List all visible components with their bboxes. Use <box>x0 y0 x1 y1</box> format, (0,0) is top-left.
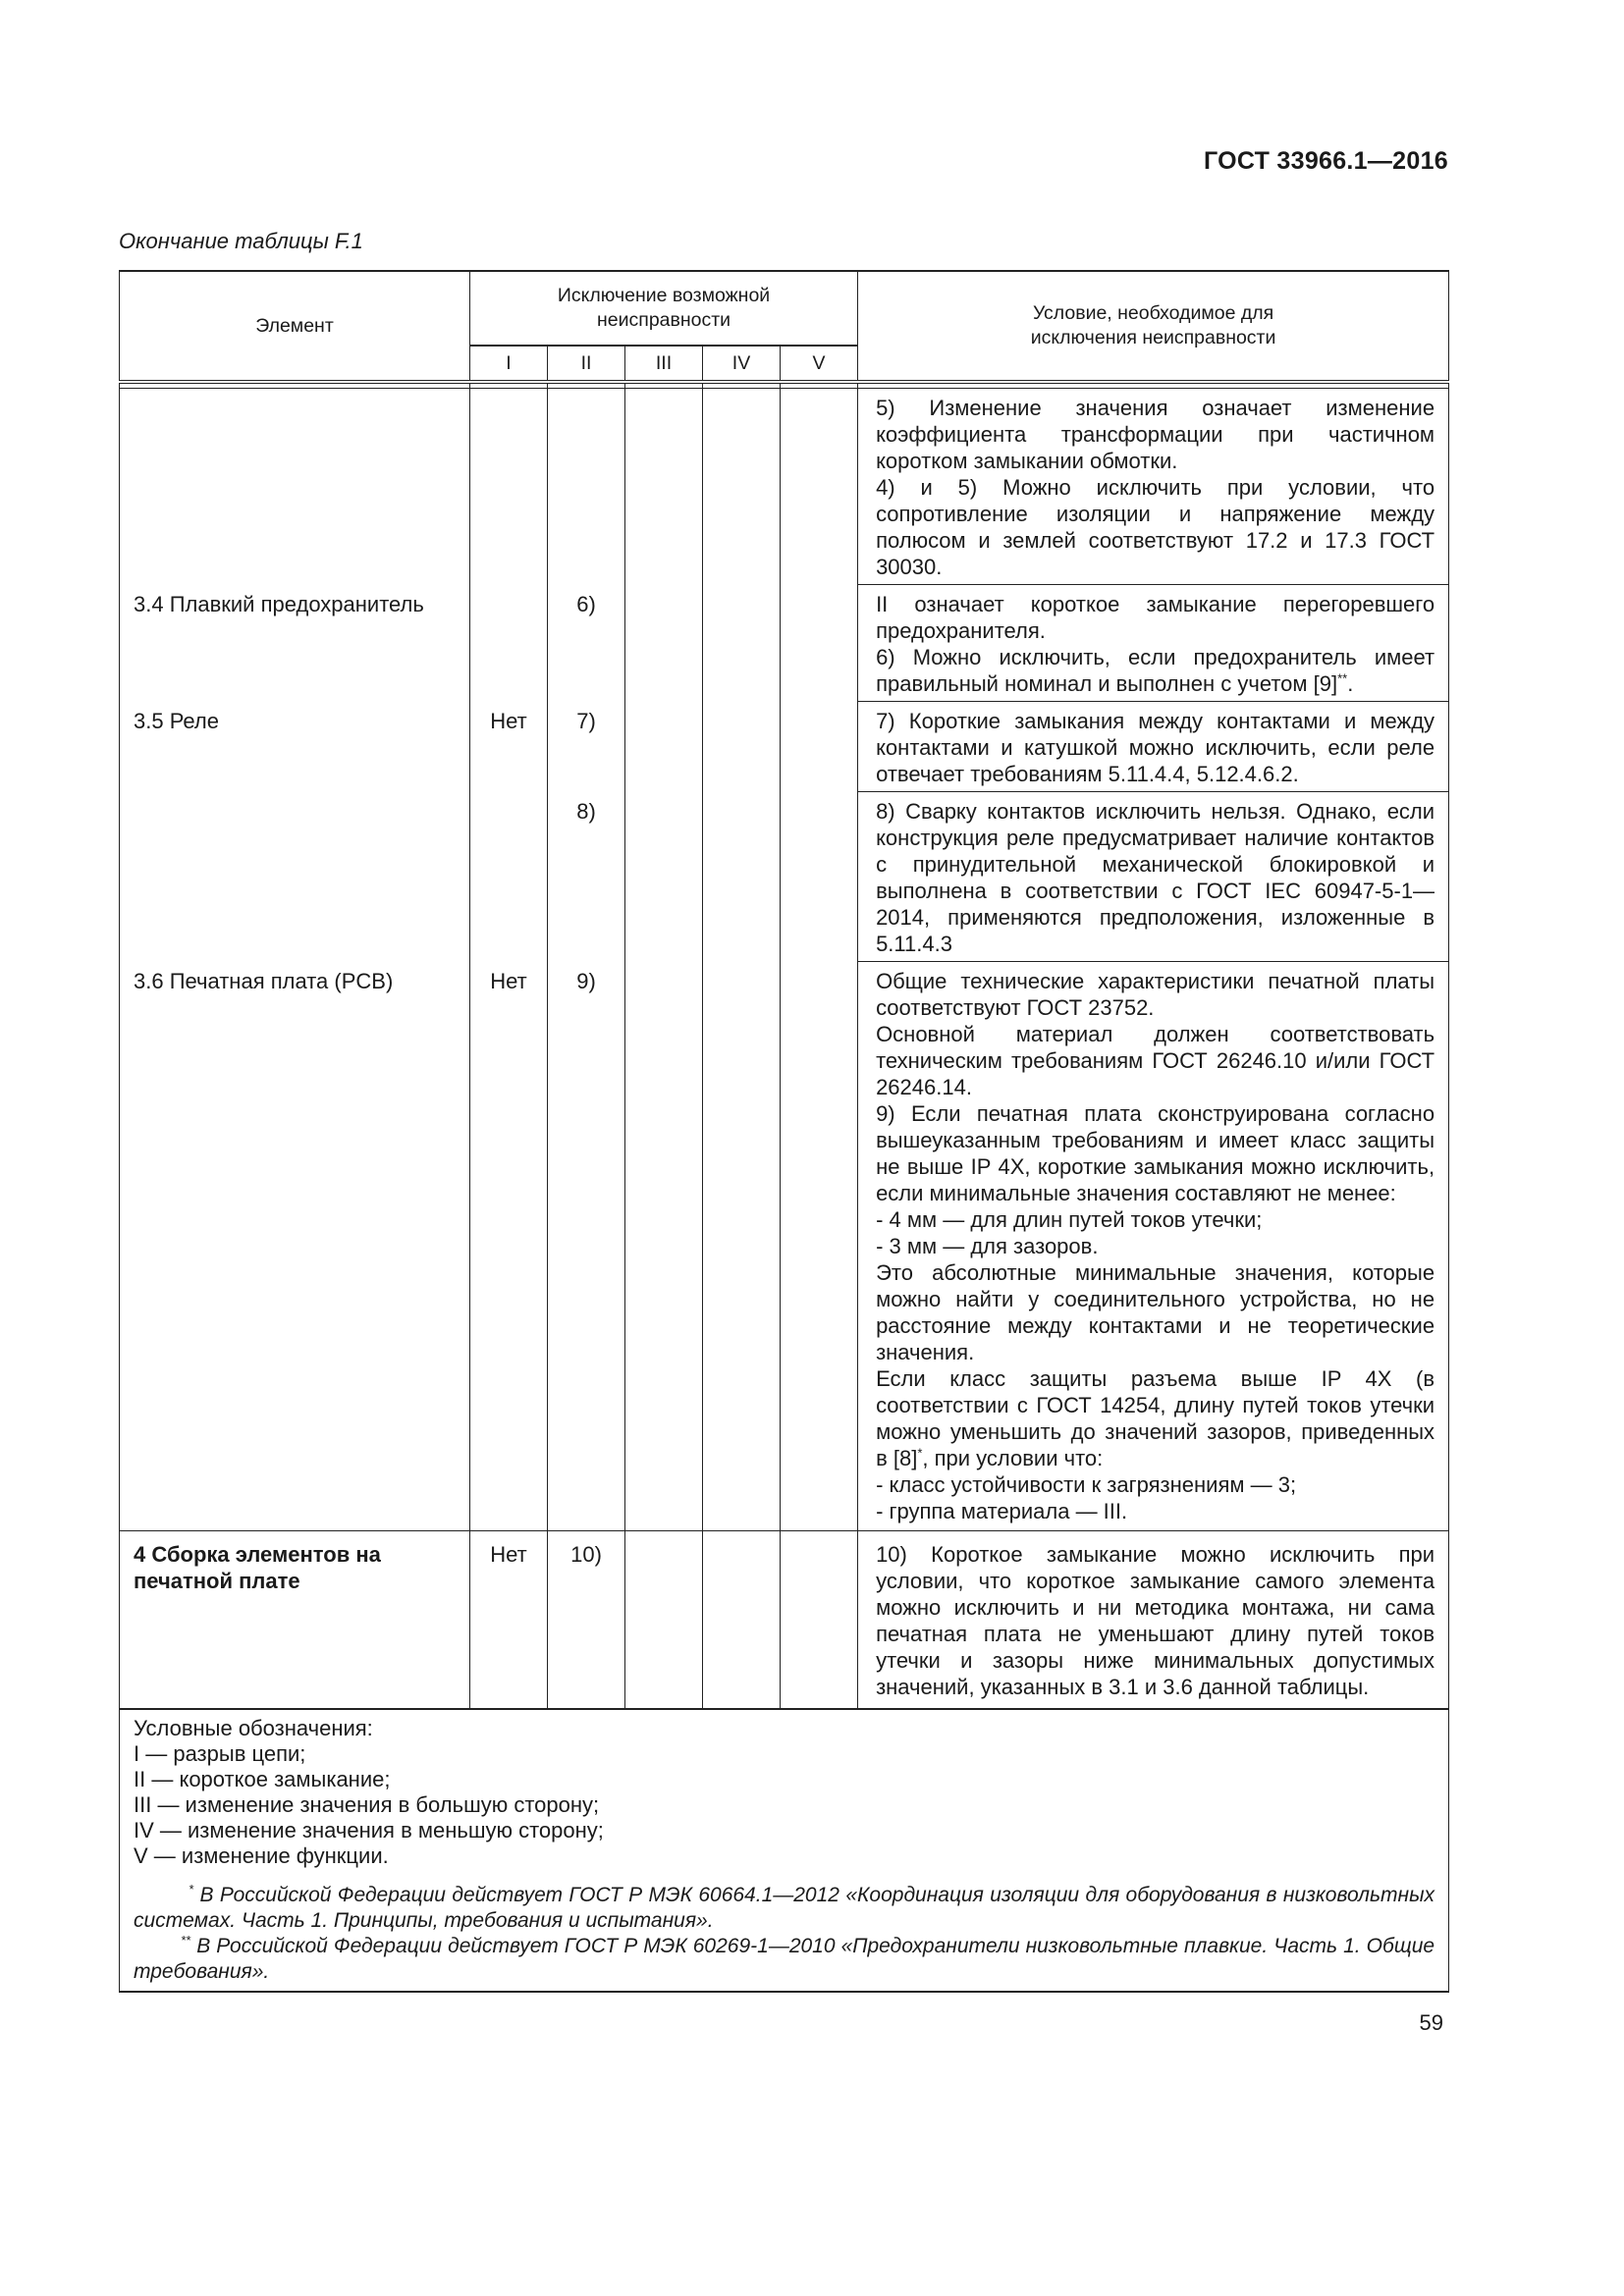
legend-item: IV — изменение значения в меньшую сторону; <box>134 1818 604 1842</box>
header-exclusion: Исключение возможной неисправности <box>470 271 858 346</box>
element-cell <box>120 792 470 962</box>
condition-text: - 4 мм — для длин путей токов утечки; <box>876 1207 1263 1232</box>
mark-cell <box>781 702 858 792</box>
mark-cell <box>470 389 548 585</box>
table-row <box>120 792 1449 962</box>
legend <box>120 1709 1449 1992</box>
element-cell: 4 Сборка элементов на печатной плате <box>120 1531 470 1710</box>
page-number: 59 <box>1419 2010 1443 2035</box>
header-sub-col: I <box>470 346 548 382</box>
table-row <box>120 1531 1449 1710</box>
condition-text: 7) Короткие замыкания между контактами и между контактами и катушкой можно исключить, если реле отвечает требованиям 5.11.4.4, 5.12.4.6.2. <box>876 709 1435 786</box>
legend-title: Условные обозначения: <box>134 1716 373 1740</box>
mark-cell <box>625 1531 703 1710</box>
mark-cell <box>703 585 781 702</box>
condition-text: 5) Изменение значения означает изменение коэффициента трансформации при частичном коротком замыкании обмотки. <box>876 396 1435 473</box>
mark-cell <box>703 702 781 792</box>
mark-cell: 7) <box>548 702 625 792</box>
mark-cell: 10) <box>548 1531 625 1710</box>
condition-text: Общие технические характеристики печатной платы соответствуют ГОСТ 23752. <box>876 969 1435 1020</box>
condition-text: - класс устойчивости к загрязнениям — 3; <box>876 1472 1297 1497</box>
condition-text: - 3 мм — для зазоров. <box>876 1234 1099 1258</box>
mark-cell <box>781 962 858 1531</box>
document-code: ГОСТ 33966.1—2016 <box>1203 147 1448 175</box>
condition-cell <box>858 792 1449 962</box>
header-sub-col: V <box>781 346 858 382</box>
table-row <box>120 389 1449 585</box>
legend-row <box>120 1709 1449 1992</box>
mark-cell <box>781 1531 858 1710</box>
condition-text: 6) Можно исключить, если предохранитель имеет правильный номинал и выполнен с учетом [9]**. <box>876 645 1435 696</box>
footnotes <box>134 1883 1435 1985</box>
mark-cell <box>470 585 548 702</box>
condition-text: - группа материала — III. <box>876 1499 1128 1523</box>
mark-cell: Нет <box>470 702 548 792</box>
footnote: ** В Российской Федерации действует ГОСТ Р МЭК 60269-1—2010 «Предохранители низковольтные плавкие. Часть 1. Общие требования». <box>134 1933 1435 1983</box>
header-condition: Условие, необходимое для исключения неисправности <box>858 271 1449 382</box>
legend-item: I — разрыв цепи; <box>134 1741 306 1766</box>
mark-cell <box>625 792 703 962</box>
table-row <box>120 702 1449 792</box>
condition-text: Если класс защиты разъема выше IP 4X (в соответствии с ГОСТ 14254, длину путей токов утечки можно уменьшить до значений зазоров, приведенных в [8]*, при условии что: <box>876 1366 1435 1470</box>
header-sub-col: II <box>548 346 625 382</box>
condition-cell <box>858 585 1449 702</box>
mark-cell <box>781 792 858 962</box>
mark-cell: 8) <box>548 792 625 962</box>
header-sub-col: III <box>625 346 703 382</box>
mark-cell <box>625 389 703 585</box>
condition-cell <box>858 962 1449 1531</box>
mark-cell: 9) <box>548 962 625 1531</box>
mark-cell <box>625 962 703 1531</box>
mark-cell <box>781 389 858 585</box>
footnote-ref: * <box>917 1445 923 1461</box>
footnote: * В Российской Федерации действует ГОСТ Р МЭК 60664.1—2012 «Координация изоляции для оборудования в низковольтных системах. Часть 1. Принципы, требования и испытания». <box>134 1882 1435 1932</box>
legend-item: II — короткое замыкание; <box>134 1767 391 1791</box>
mark-cell <box>703 962 781 1531</box>
element-cell: 3.6 Печатная плата (PCB) <box>120 962 470 1531</box>
footnote-ref: ** <box>1337 670 1348 686</box>
mark-cell <box>703 1531 781 1710</box>
mark-cell: 6) <box>548 585 625 702</box>
mark-cell <box>548 389 625 585</box>
condition-text: Основной материал должен соответствовать техническим требованиям ГОСТ 26246.10 и/или ГОСТ 26246.14. <box>876 1022 1435 1099</box>
condition-cell <box>858 702 1449 792</box>
mark-cell: Нет <box>470 1531 548 1710</box>
mark-cell <box>470 792 548 962</box>
condition-cell <box>858 389 1449 585</box>
legend-item: V — изменение функции. <box>134 1843 389 1868</box>
condition-text: 4) и 5) Можно исключить при условии, что сопротивление изоляции и напряжение между полюсом и землей соответствуют 17.2 и 17.3 ГОСТ 30030. <box>876 475 1435 579</box>
legend-item: III — изменение значения в большую сторону; <box>134 1792 600 1817</box>
condition-text: 10) Короткое замыкание можно исключить при условии, что короткое замыкание самого элемента можно исключить и ни методика монтажа, ни сама печатная плата не уменьшают длину путей токов утечки и зазоры ниже минимальных допустимых значений, указанных в 3.1 и 3.6 данной таблицы. <box>876 1542 1435 1699</box>
table-caption: Окончание таблицы F.1 <box>119 229 363 253</box>
element-cell: 3.4 Плавкий предохранитель <box>120 585 470 702</box>
header-element: Элемент <box>120 271 470 382</box>
condition-text: 9) Если печатная плата сконструирована согласно вышеуказанным требованиям и имеет класс защиты не выше IP 4X, короткие замыкания можно исключить, если минимальные значения составляют не менее: <box>876 1101 1435 1205</box>
mark-cell <box>781 585 858 702</box>
mark-cell <box>625 585 703 702</box>
element-cell <box>120 389 470 585</box>
condition-text: 8) Сварку контактов исключить нельзя. Однако, если конструкция реле предусматривает наличие контактов с принудительной механической блокировкой и выполнена в соответствии с ГОСТ IEC 60947-5-1—2014, применяются предположения, изложенные в 5.11.4.3 <box>876 799 1435 956</box>
table-row <box>120 962 1449 1531</box>
condition-text: II означает короткое замыкание перегоревшего предохранителя. <box>876 592 1435 643</box>
mark-cell <box>703 389 781 585</box>
table-row <box>120 585 1449 702</box>
condition-text: Это абсолютные минимальные значения, которые можно найти у соединительного устройства, но не расстояние между контактами и не теоретические значения. <box>876 1260 1435 1364</box>
element-cell: 3.5 Реле <box>120 702 470 792</box>
condition-cell <box>858 1531 1449 1710</box>
mark-cell: Нет <box>470 962 548 1531</box>
fault-exclusion-table <box>119 270 1449 1993</box>
mark-cell <box>625 702 703 792</box>
header-sub-col: IV <box>703 346 781 382</box>
mark-cell <box>703 792 781 962</box>
